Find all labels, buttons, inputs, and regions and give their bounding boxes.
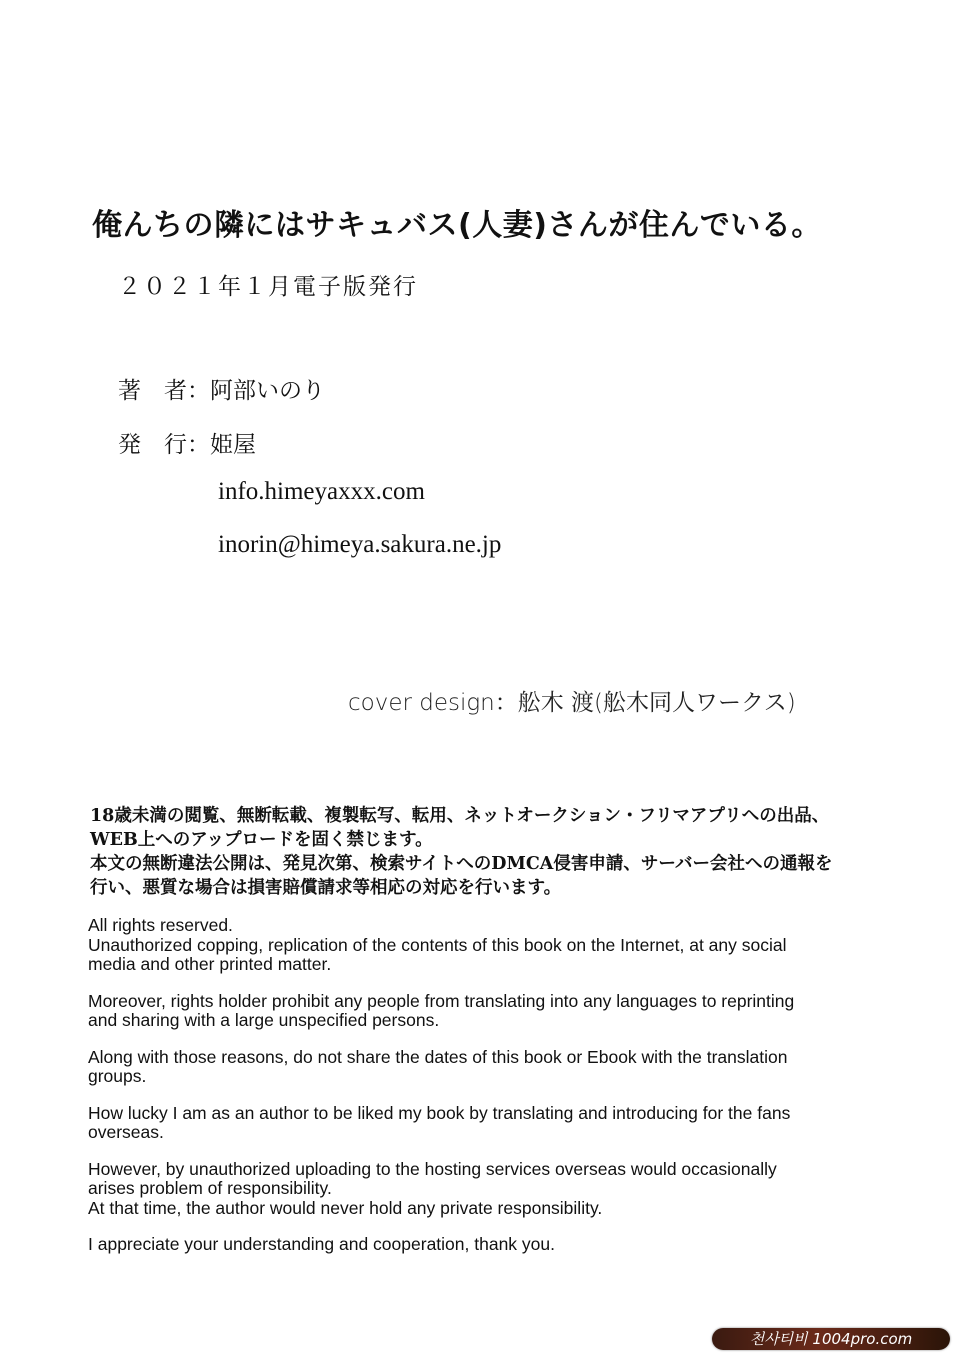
en-notice-line: How lucky I am as an author to be liked my book by translating and introducing for the fans [88, 1102, 791, 1123]
jp-notice-line: WEB上へのアップロードを固く禁じます。 [90, 830, 433, 850]
jp-notice-line: 18歳未満の閲覧、無断転載、複製転写、転用、ネットオークション・フリマアプリへの出品、 [90, 806, 830, 826]
en-notice-line: However, by unauthorized uploading to the hosting services overseas would occasionally [88, 1158, 777, 1179]
en-notice-line: and sharing with a large unspecified persons. [88, 1010, 440, 1030]
en-notice-line: media and other printed matter. [88, 954, 332, 974]
en-notice-line: arises problem of responsibility. [88, 1178, 332, 1198]
japanese-notice [90, 804, 890, 900]
email-link[interactable]: inorin@himeya.sakura.ne.jp [218, 531, 502, 558]
en-notice-line: Along with those reasons, do not share the dates of this book or Ebook with the translation [88, 1046, 788, 1067]
en-notice-line: At that time, the author would never hold any private responsibility. [88, 1197, 603, 1218]
jp-notice-line: 本文の無断違法公開は、発見次第、検索サイトへのDMCA侵害申請、サーバー会社への通報を [90, 854, 833, 874]
publisher-label: 発 行： [118, 432, 210, 458]
edition-date: ２０２１年１月電子版発行 [118, 274, 418, 300]
publisher-name: 姫屋 [210, 432, 256, 458]
site-watermark: 천사티비 1004pro.com [712, 1328, 950, 1350]
en-notice-line: groups. [88, 1066, 147, 1086]
en-notice-line: overseas. [88, 1122, 164, 1142]
website-link[interactable]: info.himeyaxxx.com [218, 478, 425, 505]
en-notice-line: I appreciate your understanding and cooperation, thank you. [88, 1234, 555, 1254]
en-notice-line: Moreover, rights holder prohibit any people from translating into any languages to reprinting [88, 990, 795, 1011]
author-name: 阿部いのり [210, 378, 325, 404]
english-notice [88, 916, 888, 1255]
all-rights-reserved: All rights reserved. [88, 915, 233, 935]
author-row [118, 372, 325, 405]
author-label: 著 者： [118, 378, 210, 404]
jp-notice-line: 行い、悪質な場合は損害賠償請求等相応の対応を行います。 [90, 878, 562, 898]
book-title: 俺んちの隣にはサキュバス(人妻)さんが住んでいる。 [92, 208, 822, 243]
publisher-row [118, 426, 256, 459]
cover-design-credit: cover design：舩木 渡(舩木同人ワークス) [348, 690, 796, 716]
en-notice-line: Unauthorized copping, replication of the contents of this book on the Internet, at any social [88, 934, 787, 955]
